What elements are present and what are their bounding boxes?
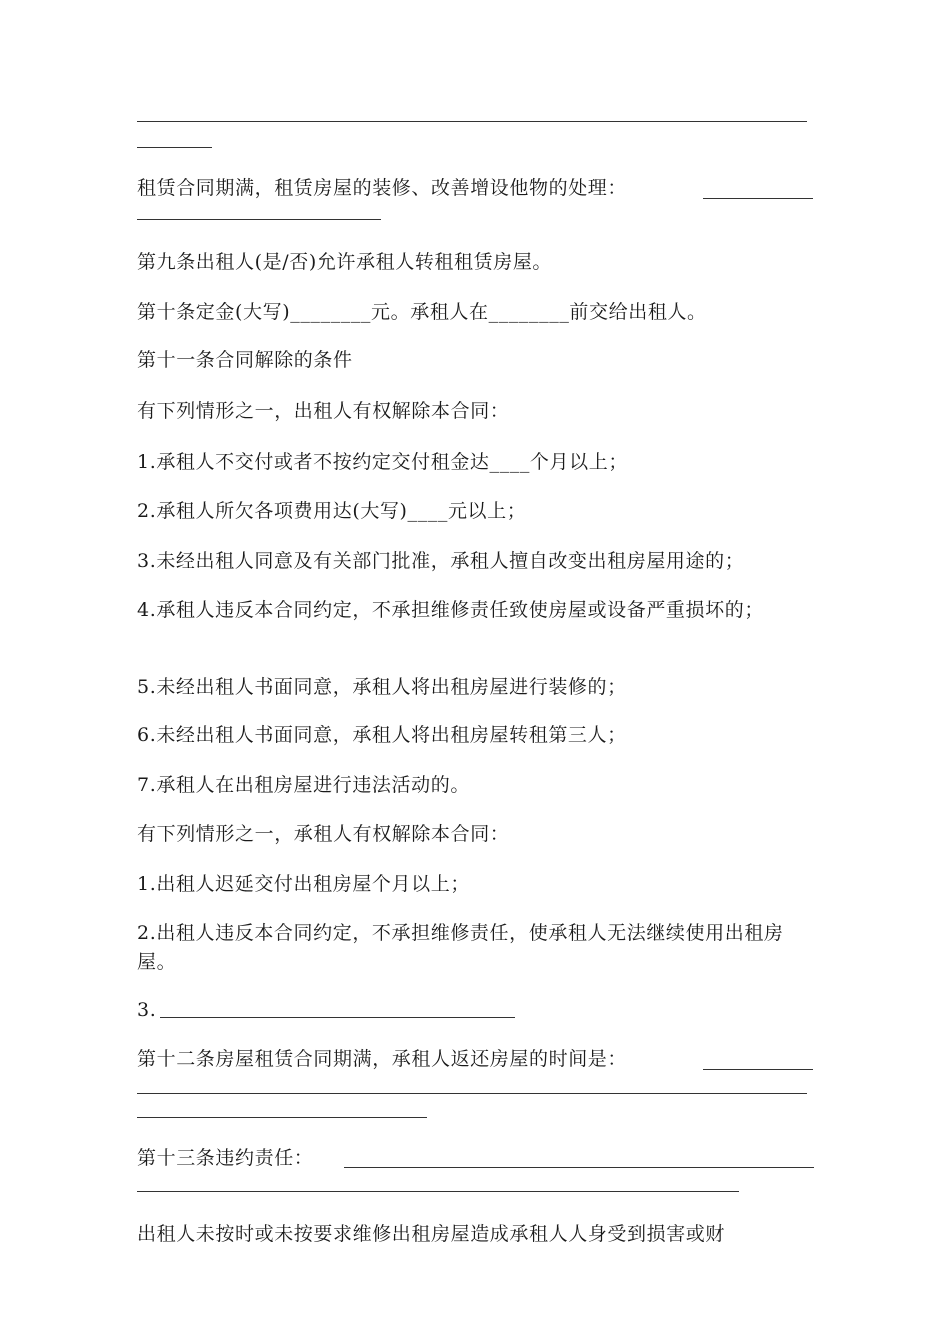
- lessor-condition-1: 1.承租人不交付或者不按约定交付租金达____个月以上；: [137, 451, 628, 473]
- article-13: 第十三条违约责任：: [137, 1147, 314, 1169]
- lessor-condition-4: 4.承租人违反本合同约定，不承担维修责任致使房屋或设备严重损坏的；: [137, 599, 764, 621]
- blank-line: [703, 198, 813, 199]
- lessee-termination-intro: 有下列情形之一，承租人有权解除本合同：: [137, 823, 510, 845]
- article-10: 第十条定金(大写)________元。承租人在________前交给出租人。: [137, 301, 707, 323]
- lessee-condition-2: 2.出租人违反本合同约定，不承担维修责任，使承租人无法继续使用出租房屋。: [137, 922, 784, 973]
- blank-line: [137, 121, 807, 122]
- blank-line: [137, 1093, 807, 1094]
- paragraph-renovation: 租赁合同期满，租赁房屋的装修、改善增设他物的处理：: [137, 177, 628, 199]
- lessor-condition-5: 5.未经出租人书面同意，承租人将出租房屋进行装修的；: [137, 676, 627, 698]
- lessor-liability-paragraph: 出租人未按时或未按要求维修出租房屋造成承租人人身受到损害或财: [137, 1223, 726, 1245]
- blank-line: [137, 1117, 427, 1118]
- article-12: 第十二条房屋租赁合同期满，承租人返还房屋的时间是：: [137, 1048, 628, 1070]
- lessee-condition-3: 3.: [137, 999, 157, 1021]
- blank-line: [160, 1017, 515, 1018]
- lessor-condition-3: 3.未经出租人同意及有关部门批准，承租人擅自改变出租房屋用途的；: [137, 550, 745, 572]
- lessor-condition-2: 2.承租人所欠各项费用达(大写)____元以上；: [137, 500, 527, 522]
- blank-line: [137, 1191, 739, 1192]
- article-11-heading: 第十一条合同解除的条件: [137, 349, 353, 371]
- blank-line: [344, 1167, 814, 1168]
- blank-line: [137, 219, 381, 220]
- blank-line: [137, 147, 212, 148]
- lessor-condition-7: 7.承租人在出租房屋进行违法活动的。: [137, 774, 470, 796]
- blank-line: [703, 1069, 813, 1070]
- article-9: 第九条出租人(是/否)允许承租人转租租赁房屋。: [137, 251, 553, 273]
- lessor-termination-intro: 有下列情形之一，出租人有权解除本合同：: [137, 400, 510, 422]
- lessee-condition-1: 1.出租人迟延交付出租房屋个月以上；: [137, 873, 470, 895]
- lessor-condition-6: 6.未经出租人书面同意，承租人将出租房屋转租第三人；: [137, 724, 627, 746]
